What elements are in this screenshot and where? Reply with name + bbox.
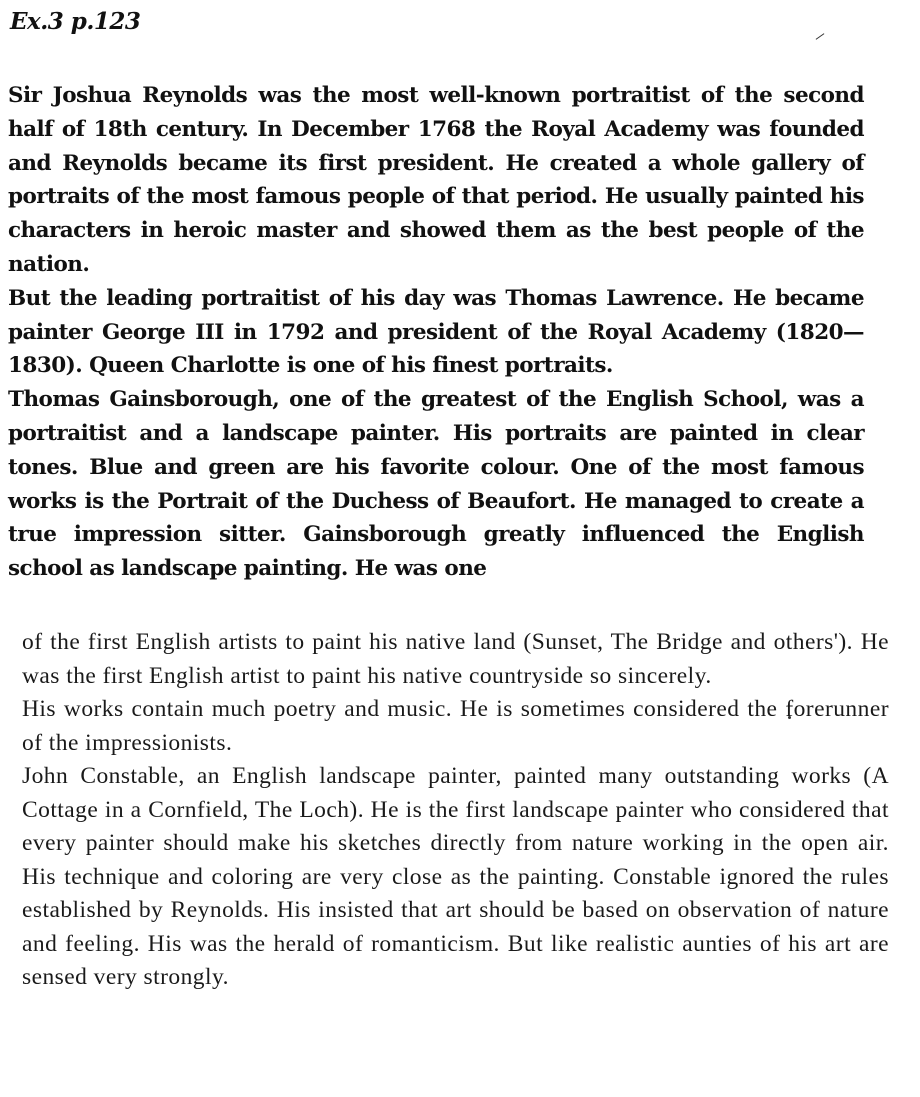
paragraph-constable: John Constable, an English landscape painter, painted many outstanding works (A Cottage in a Cornfield, The Loch). He is the first landscape painter who considered that every painter should make his sketches directly from nature working in the open air. His technique and coloring are very close as the painting. Constable ignored the rules established by Reynolds. His insisted that art should be based on observation of nature and feeling. His was the herald of romanticism. But like realistic aunties of his art are sensed very strongly. [22, 763, 889, 990]
lower-text-block [22, 626, 889, 995]
paragraph-lawrence: But the leading portraitist of his day was Thomas Lawrence. He became painter George III in 1792 and president of the Royal Academy (1820—1830). Queen Charlotte is one of his finest portraits. [8, 285, 864, 379]
paragraph-gainsborough: Thomas Gainsborough, one of the greatest of the English School, was a portraitist and a landscape painter. His portraits are painted in clear tones. Blue and green are his favorite colour. One of the most famous works is the Portrait of the Duchess of Beaufort. He managed to create a true impression sitter. Gainsborough greatly influenced the English school as landscape painting. He was one [8, 387, 864, 582]
upper-text-block [8, 79, 864, 586]
scan-artifact-mark [816, 33, 825, 40]
paragraph-gainsborough-continued: of the first English artists to paint his native land (Sunset, The Bridge and others'). He was the first English artist to paint his native countryside so sincerely. [22, 629, 889, 689]
paragraph-poetry-music: His works contain much poetry and music. He is sometimes considered the forerunner of the impressionists. [22, 696, 889, 756]
paragraph-reynolds: Sir Joshua Reynolds was the most well-known portraitist of the second half of 18th century. In December 1768 the Royal Academy was founded and Reynolds became its first president. He created a whole gallery of portraits of the most famous people of that period. He usually painted his characters in heroic master and showed them as the best people of the nation. [8, 83, 864, 277]
exercise-heading: Ex.3 p.123 [10, 8, 141, 35]
